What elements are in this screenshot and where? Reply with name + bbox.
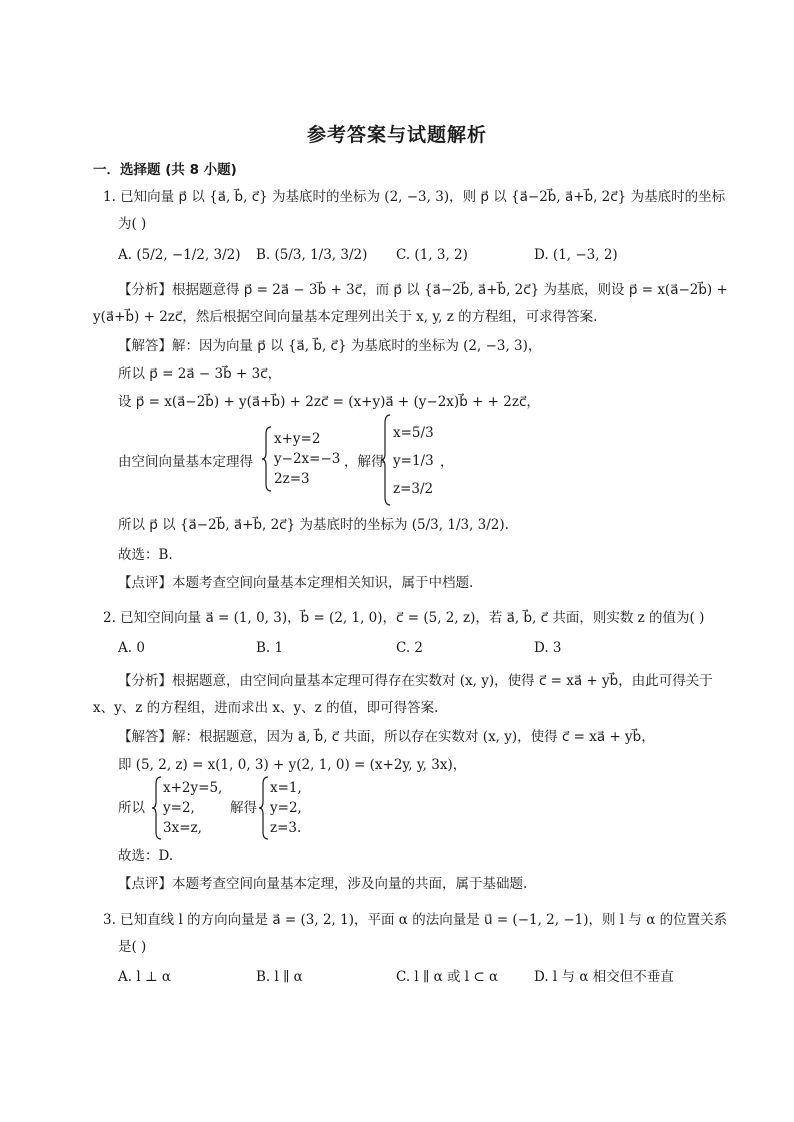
q2-system1-brace — [152, 776, 162, 840]
q1-analysis-line2: y(a⃗+b⃗) + 2zc⃗，然后根据空间向量基本定理列出关于 x, y, z 的方程组，可求得答案. — [93, 309, 598, 325]
q1-system2-eq2: y=1/3 — [393, 453, 434, 469]
q2-system2-brace — [259, 776, 269, 840]
q1-solution-line5: 所以 p⃗ 以 {a⃗−2b⃗, a⃗+b⃗, 2c⃗} 为基底时的坐标为 (5/3, 1/3, 3/2). — [118, 517, 509, 533]
q2-system1-eq3: 3x=z, — [163, 820, 202, 836]
q2-option-c: C. 2 — [396, 640, 424, 656]
q1-option-d: D. (1, −3, 2) — [534, 247, 618, 263]
q1-stem-line1: 1. 已知向量 p⃗ 以 {a⃗, b⃗, c⃗} 为基底时的坐标为 (2, −3, 3)，则 p⃗ 以 {a⃗−2b⃗, a⃗+b⃗, 2c⃗} 为基底时的坐标 — [103, 189, 726, 205]
q1-analysis-line1: 【分析】根据题意得 p⃗ = 2a⃗ − 3b⃗ + 3c⃗，而 p⃗ 以 {a⃗−2b⃗, a⃗+b⃗, 2c⃗} 为基底，则设 p⃗ = x(a⃗−2b⃗) + — [118, 282, 728, 298]
q2-analysis-line2: x、y、z 的方程组，进而求出 x、y、z 的值，即可得答案. — [93, 700, 439, 716]
q2-system1-eq1: x+2y=5, — [163, 780, 223, 796]
q3-option-b: B. l ∥ α — [256, 969, 303, 985]
q2-answer: 故选：D. — [118, 848, 174, 864]
q3-stem-line2: 是( ) — [118, 939, 147, 955]
q1-stem-line2: 为( ) — [118, 216, 147, 232]
q1-system1 — [274, 429, 340, 489]
q1-option-b: B. (5/3, 1/3, 3/2) — [256, 247, 368, 263]
page-title: 参考答案与试题解析 — [306, 124, 487, 146]
q3-option-d: D. l 与 α 相交但不垂直 — [534, 969, 674, 985]
q1-system1-eq1: x+y=2 — [274, 431, 321, 447]
q1-solution-line2: 所以 p⃗ = 2a⃗ − 3b⃗ + 3c⃗， — [118, 366, 282, 382]
q2-system1-eq2: y=2, — [163, 800, 195, 816]
q1-system2-eq3: z=3/2 — [393, 481, 434, 497]
q1-option-a: A. (5/2, −1/2, 3/2) — [118, 247, 241, 263]
q1-system2-eq1: x=5/3 — [393, 425, 434, 441]
q2-analysis-line1: 【分析】根据题意，由空间向量基本定理可得存在实数对 (x, y)，使得 c⃗ = xa⃗ + yb⃗，由此可得关于 — [118, 673, 713, 689]
q2-comment: 【点评】本题考查空间向量基本定理，涉及向量的共面，属于基础题. — [118, 876, 528, 892]
q1-system2-brace — [381, 414, 391, 506]
q1-option-c: C. (1, 3, 2) — [396, 247, 468, 263]
q1-system-prefix: 由空间向量基本定理得 — [118, 454, 253, 470]
q2-system-mid: 解得 — [230, 800, 257, 816]
q2-system2-eq3: z=3. — [270, 820, 302, 836]
q2-system1 — [163, 778, 222, 838]
q2-option-d: D. 3 — [534, 640, 562, 656]
q1-answer: 故选：B. — [118, 547, 173, 563]
q2-stem-line1: 2. 已知空间向量 a⃗ = (1, 0, 3)，b⃗ = (2, 1, 0)，c⃗ = (5, 2, z)，若 a⃗, b⃗, c⃗ 共面，则实数 z 的值为( ) — [103, 610, 705, 626]
q3-option-c: C. l ∥ α 或 l ⊂ α — [396, 969, 499, 985]
section-heading: 一．选择题 (共 8 小题) — [93, 162, 237, 178]
q1-system-suffix: ， — [440, 454, 454, 470]
q2-system2-eq1: x=1, — [270, 780, 302, 796]
q2-system2 — [270, 778, 302, 838]
q1-comment: 【点评】本题考查空间向量基本定理相关知识，属于中档题. — [118, 575, 474, 591]
q1-system1-eq3: 2z=3 — [274, 471, 310, 487]
q2-system2-eq2: y=2, — [270, 800, 302, 816]
q1-solution-line3: 设 p⃗ = x(a⃗−2b⃗) + y(a⃗+b⃗) + 2zc⃗ = (x+y)a⃗ + (y−2x)b⃗ + + 2zc⃗， — [118, 394, 540, 410]
q1-system-mid: ，解得 — [344, 454, 385, 470]
q1-system1-brace — [262, 426, 272, 492]
q2-option-b: B. 1 — [256, 640, 284, 656]
q2-option-a: A. 0 — [118, 640, 145, 656]
q3-option-a: A. l ⊥ α — [118, 969, 172, 985]
q2-solution-line2: 即 (5, 2, z) = x(1, 0, 3) + y(2, 1, 0) = (x+2y, y, 3x)， — [118, 757, 467, 773]
q1-system2 — [393, 419, 434, 503]
q1-system1-eq2: y−2x=−3 — [274, 451, 341, 467]
q2-system-prefix: 所以 — [118, 800, 145, 816]
q1-solution-line1: 【解答】解：因为向量 p⃗ 以 {a⃗, b⃗, c⃗} 为基底时的坐标为 (2, −3, 3)， — [118, 338, 542, 354]
q3-stem-line1: 3. 已知直线 l 的方向向量是 a⃗ = (3, 2, 1)，平面 α 的法向量是 u⃗ = (−1, 2, −1)，则 l 与 α 的位置关系 — [103, 912, 728, 928]
q2-solution-line1: 【解答】解：根据题意，因为 a⃗, b⃗, c⃗ 共面，所以存在实数对 (x, y)，使得 c⃗ = xa⃗ + yb⃗， — [118, 729, 655, 745]
